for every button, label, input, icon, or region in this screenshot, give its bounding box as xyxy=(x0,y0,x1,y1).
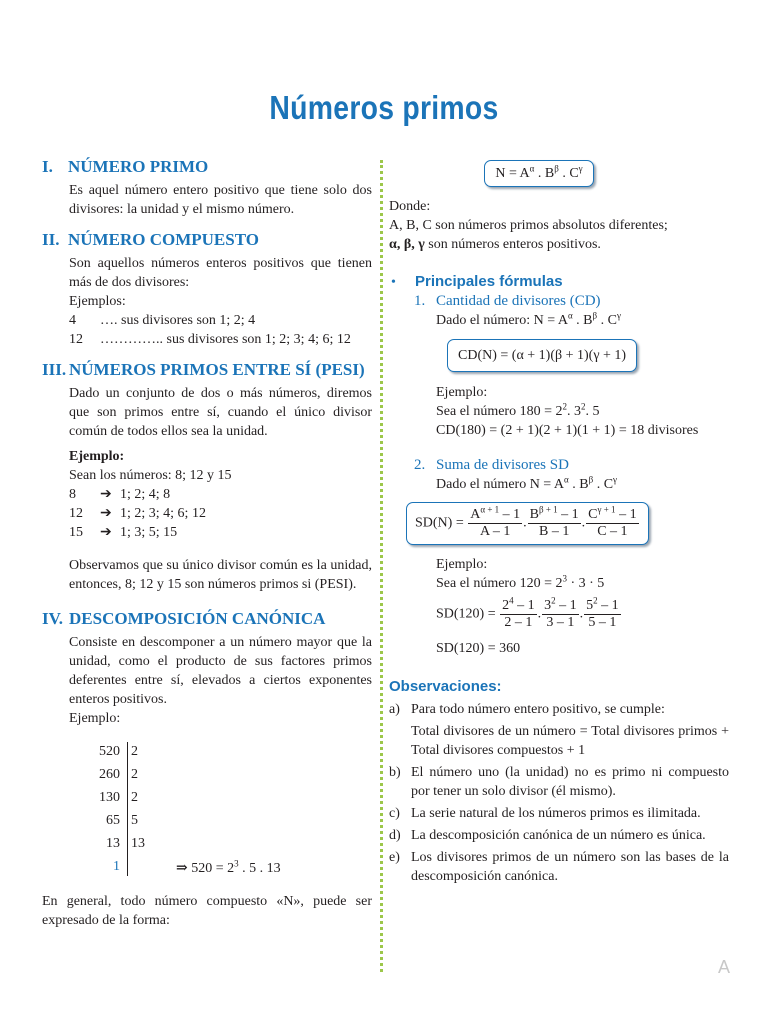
cd-block xyxy=(414,292,729,440)
observations-list xyxy=(389,700,729,886)
section-title: NÚMERO PRIMO xyxy=(68,157,209,176)
example-intro: Sean los números: 8; 12 y 15 xyxy=(69,468,232,483)
section-text: Dado un conjunto de dos o más números, diremos que son primos entre sí, cuando el único divisor común de todos ellos sea la unidad. xyxy=(69,386,372,439)
list-item: e) Los divisores primos de un número son las bases de la descomposición canónica. xyxy=(389,850,729,884)
cd-formula-box: CD(N) = (α + 1)(β + 1)(γ + 1) xyxy=(447,339,637,372)
table-row: 1 xyxy=(113,859,120,874)
section-heading xyxy=(42,229,372,251)
list-item: c) La serie natural de los números primos es ilimitada. xyxy=(389,806,701,821)
examples-label: Ejemplos: xyxy=(69,294,126,309)
fraction: $\frac{A^{\alpha + 1} - 1}{A - 1}$ xyxy=(470,504,521,539)
fraction: $\frac{C^{\gamma + 1} - 1}{C - 1}$ xyxy=(588,504,637,539)
column-divider xyxy=(380,160,383,972)
sd-formula-box: SD(N) = $\frac{A^{\alpha + 1} - 1}{A - 1}$ . $\frac{B^{\beta + 1} - 1}{B - 1}$ . $\frac{C^{\gamma + 1} - 1}{C - 1}$ xyxy=(406,502,649,545)
fraction: $\frac{5^2 - 1}{5 - 1}$ xyxy=(586,595,619,630)
divisor-row: 12 ➔ 1; 2; 3; 4; 6; 12 xyxy=(69,506,206,521)
section-heading xyxy=(42,359,372,381)
section-title: DESCOMPOSICIÓN CANÓNICA xyxy=(69,609,326,628)
cd-example-label: Ejemplo: xyxy=(436,385,488,400)
divisor-row: 15 ➔ 1; 3; 5; 15 xyxy=(69,525,178,540)
cd-example-1: Sea el número $180 = 2^2$. $3^2$. 5 xyxy=(436,401,600,419)
example-label: Ejemplo: xyxy=(69,449,125,464)
formula-n-box: $N = A^\alpha$ . $B^\beta$ . $C^\gamma$ xyxy=(484,160,593,187)
donde-label: Donde: xyxy=(389,199,431,214)
left-column xyxy=(42,156,372,930)
factorization-result: ⇒ $520 = 2^3$ . 5 . 13 xyxy=(176,858,281,876)
page-title: Números primos xyxy=(269,89,499,126)
arrow-icon: ➔ xyxy=(100,525,112,540)
section-number: IV. xyxy=(42,609,63,628)
section-text: Es aquel número entero positivo que tiene solo dos divisores: la unidad y el mismo número. xyxy=(69,183,372,217)
sd-heading: 2. Suma de divisores SD xyxy=(414,457,569,473)
table-row: 13 13 xyxy=(106,836,145,851)
page-corner-mark: A xyxy=(717,957,730,977)
section-numero-compuesto xyxy=(42,229,372,349)
section-title: NÚMEROS PRIMOS ENTRE SÍ (PESI) xyxy=(69,360,365,379)
list-item: a) Para todo número entero positivo, se cumple: Total divisores de un número = Total divisores primos + Total divisores compuestos + 1 xyxy=(389,702,729,758)
table-row: 520 2 xyxy=(99,744,138,759)
section-text: Consiste en descomponer a un número mayor que la unidad, como el producto de sus factores primos deferentes entre sí, elevados a ciertos exponentes enteros positivos. xyxy=(69,635,372,707)
cd-example-2: CD(180) = (2 + 1)(2 + 1)(1 + 1) = 18 divisores xyxy=(436,423,699,438)
section-number: I. xyxy=(42,157,53,176)
table-divider xyxy=(127,742,128,876)
divisor-row: 8 ➔ 1; 2; 4; 8 xyxy=(69,487,171,502)
section-title: NÚMERO COMPUESTO xyxy=(68,230,259,249)
table-row: 65 5 xyxy=(106,813,138,828)
sd-block xyxy=(414,456,729,658)
factorization-table xyxy=(84,740,372,878)
fraction: $\frac{3^2 - 1}{3 - 1}$ xyxy=(544,595,577,630)
example-label: Ejemplo: xyxy=(69,711,121,726)
implies-icon: ⇒ xyxy=(176,861,188,876)
section-numero-primo xyxy=(42,156,372,219)
arrow-icon: ➔ xyxy=(100,487,112,502)
section-heading xyxy=(42,156,372,178)
sd-example-label: Ejemplo: xyxy=(436,557,488,572)
sd-example-1: Sea el número $120 = 2^3 \cdot 3 \cdot 5$ xyxy=(436,573,605,591)
cd-heading: 1. Cantidad de divisores (CD) xyxy=(414,293,601,309)
fraction: $\frac{2^4 - 1}{2 - 1}$ xyxy=(502,595,535,630)
arrow-icon: ➔ xyxy=(100,506,112,521)
table-row: 130 2 xyxy=(99,790,138,805)
cd-given: Dado el número: $N = A^\alpha$ . $B^\beta$ . $C^\gamma$ xyxy=(436,310,621,328)
sd-example-2: SD(120) = $\frac{2^4 - 1}{2 - 1}$ . $\frac{3^2 - 1}{3 - 1}$ . $\frac{5^2 - 1}{5 - 1}$ xyxy=(436,595,619,630)
donde-text-2: α, β, γ son números enteros positivos. xyxy=(389,237,601,252)
example-row: 4 …. sus divisores son 1; 2; 4 xyxy=(69,313,256,328)
list-item: d) La descomposición canónica de un número es única. xyxy=(389,828,706,843)
section-text: Son aquellos números enteros positivos que tienen más de dos divisores: xyxy=(69,256,372,290)
right-column xyxy=(389,160,729,886)
table-row: 260 2 xyxy=(99,767,138,782)
bullet-icon: • xyxy=(391,275,396,290)
example-row: 12 ………….. sus divisores son 1; 2; 3; 4; 6; 12 xyxy=(69,332,351,347)
section-descomposicion xyxy=(42,608,372,930)
section-number: III. xyxy=(42,360,67,379)
list-item: b) El número uno (la unidad) no es primo ni compuesto por tener un solo divisor (él mismo). xyxy=(389,765,729,799)
sd-given: Dado el número $N = A^\alpha$ . $B^\beta$ . $C^\gamma$ xyxy=(436,474,618,492)
section-number: II. xyxy=(42,230,60,249)
donde-text-1: A, B, C son números primos absolutos diferentes; xyxy=(389,218,668,233)
general-text: En general, todo número compuesto «N», puede ser expresado de la forma: xyxy=(42,894,372,928)
section-heading xyxy=(42,608,372,630)
formulas-heading: • Principales fórmulas xyxy=(391,273,563,290)
fraction: $\frac{B^{\beta + 1} - 1}{B - 1}$ xyxy=(529,504,579,539)
section-pesi xyxy=(42,359,372,594)
sd-result: SD(120) = 360 xyxy=(436,641,521,656)
section-conclusion: Observamos que su único divisor común es la unidad, entonces, 8; 12 y 15 son números primos si (PESI). xyxy=(69,558,372,592)
observations-heading: Observaciones: xyxy=(389,678,502,695)
